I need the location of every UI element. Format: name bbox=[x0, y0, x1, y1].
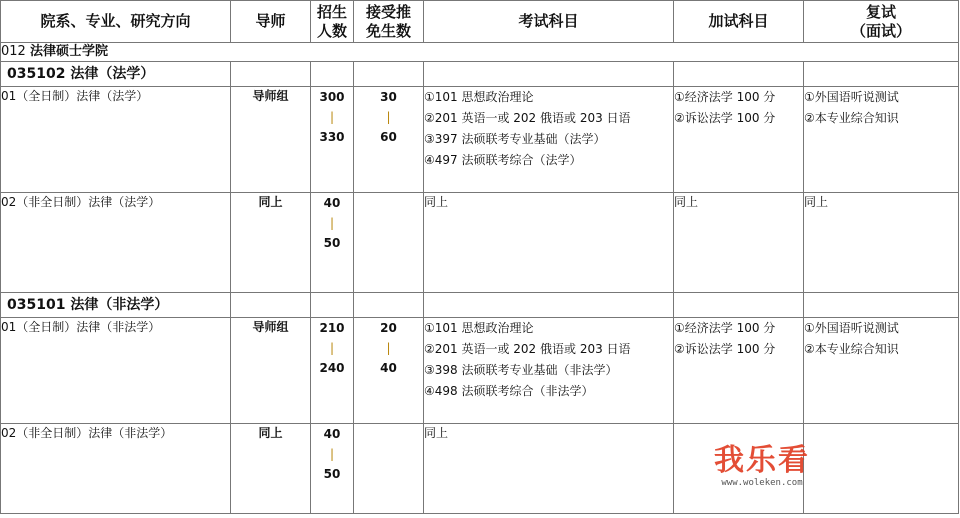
direction-cell: 02（非全日制）法律（非法学） bbox=[1, 424, 231, 514]
header-retest-line1: 复试 bbox=[865, 2, 896, 21]
exempt-cell bbox=[354, 318, 424, 424]
retest-item: ①外国语听说测试 bbox=[804, 90, 899, 104]
header-exempt bbox=[354, 1, 424, 43]
quota-min: 300 bbox=[319, 90, 345, 104]
exam-item: ④497 法硕联考综合（法学） bbox=[424, 153, 582, 167]
exams-cell bbox=[424, 87, 674, 193]
quota-separator: | bbox=[329, 447, 335, 461]
watermark-url: www.woleken.com bbox=[721, 478, 803, 488]
header-department: 院系、专业、研究方向 bbox=[1, 1, 231, 43]
quota-cell bbox=[311, 87, 354, 193]
quota-cell bbox=[311, 193, 354, 293]
extra-cell: 同上 bbox=[674, 193, 804, 293]
quota-max: 50 bbox=[323, 236, 341, 250]
exam-item: ②201 英语一或 202 俄语或 203 日语 bbox=[424, 342, 631, 356]
retest-item: ②本专业综合知识 bbox=[804, 111, 899, 125]
exams-cell: 同上 bbox=[424, 193, 674, 293]
exempt-max: 40 bbox=[380, 361, 397, 375]
header-exempt-line2: 免生数 bbox=[365, 21, 411, 40]
direction-cell: 01（全日制）法律（非法学） bbox=[1, 318, 231, 424]
table-row bbox=[1, 193, 959, 293]
quota-max: 50 bbox=[323, 467, 341, 481]
extra-cell bbox=[674, 87, 804, 193]
exempt-min: 30 bbox=[380, 90, 397, 104]
quota-max: 240 bbox=[319, 361, 345, 375]
exempt-max: 60 bbox=[380, 130, 397, 144]
header-extra: 加试科目 bbox=[674, 1, 804, 43]
retest-cell: 同上 bbox=[804, 193, 959, 293]
header-exams: 考试科目 bbox=[424, 1, 674, 43]
direction-cell: 01（全日制）法律（法学） bbox=[1, 87, 231, 193]
exam-item: ④498 法硕联考综合（非法学） bbox=[424, 384, 594, 398]
quota-cell bbox=[311, 318, 354, 424]
header-row bbox=[1, 1, 959, 43]
header-retest-line2: （面试） bbox=[850, 21, 911, 40]
quota-separator: | bbox=[329, 341, 335, 355]
table-row bbox=[1, 318, 959, 424]
school-cell bbox=[1, 43, 959, 62]
watermark-text: 我乐看 bbox=[714, 443, 810, 478]
tutor-cell: 导师组 bbox=[231, 87, 311, 193]
header-retest bbox=[804, 1, 959, 43]
quota-min: 210 bbox=[319, 321, 345, 335]
exempt-min: 20 bbox=[380, 321, 397, 335]
exam-item: ②201 英语一或 202 俄语或 203 日语 bbox=[424, 111, 631, 125]
exempt-separator: | bbox=[386, 110, 391, 124]
quota-min: 40 bbox=[323, 427, 341, 441]
header-quota-line2: 人数 bbox=[316, 21, 347, 40]
quota-cell bbox=[311, 424, 354, 514]
exempt-cell bbox=[354, 87, 424, 193]
direction-cell: 02（非全日制）法律（法学） bbox=[1, 193, 231, 293]
tutor-cell: 导师组 bbox=[231, 318, 311, 424]
quota-separator: | bbox=[329, 216, 335, 230]
header-tutor: 导师 bbox=[231, 1, 311, 43]
watermark-logo bbox=[697, 444, 827, 488]
quota-separator: | bbox=[329, 110, 335, 124]
major-title: 035102 法律（法学） bbox=[1, 62, 231, 87]
exam-item: ①101 思想政治理论 bbox=[424, 321, 534, 335]
extra-item: ②诉讼法学 100 分 bbox=[674, 342, 776, 356]
header-quota-line1: 招生 bbox=[316, 2, 347, 21]
tutor-cell: 同上 bbox=[231, 193, 311, 293]
exempt-separator: | bbox=[386, 341, 391, 355]
extra-item: ②诉讼法学 100 分 bbox=[674, 111, 776, 125]
exams-cell bbox=[424, 318, 674, 424]
quota-max: 330 bbox=[319, 130, 345, 144]
exams-cell: 同上 bbox=[424, 424, 674, 514]
retest-item: ①外国语听说测试 bbox=[804, 321, 899, 335]
school-name: 法律硕士学院 bbox=[29, 44, 108, 59]
exam-item: ①101 思想政治理论 bbox=[424, 90, 534, 104]
header-quota bbox=[311, 1, 354, 43]
school-code: 012 bbox=[1, 44, 26, 59]
extra-item: ①经济法学 100 分 bbox=[674, 321, 776, 335]
extra-cell bbox=[674, 318, 804, 424]
exempt-cell bbox=[354, 193, 424, 293]
extra-item: ①经济法学 100 分 bbox=[674, 90, 776, 104]
major-title-row bbox=[1, 62, 959, 87]
major-title-row bbox=[1, 293, 959, 318]
retest-item: ②本专业综合知识 bbox=[804, 342, 899, 356]
tutor-cell: 同上 bbox=[231, 424, 311, 514]
exam-item: ③398 法硕联考专业基础（非法学） bbox=[424, 363, 618, 377]
retest-cell bbox=[804, 318, 959, 424]
header-exempt-line1: 接受推 bbox=[365, 2, 411, 21]
retest-cell bbox=[804, 87, 959, 193]
major-title: 035101 法律（非法学） bbox=[1, 293, 231, 318]
quota-min: 40 bbox=[323, 196, 341, 210]
table-row bbox=[1, 87, 959, 193]
exam-item: ③397 法硕联考专业基础（法学） bbox=[424, 132, 606, 146]
school-row bbox=[1, 43, 959, 62]
exempt-cell bbox=[354, 424, 424, 514]
